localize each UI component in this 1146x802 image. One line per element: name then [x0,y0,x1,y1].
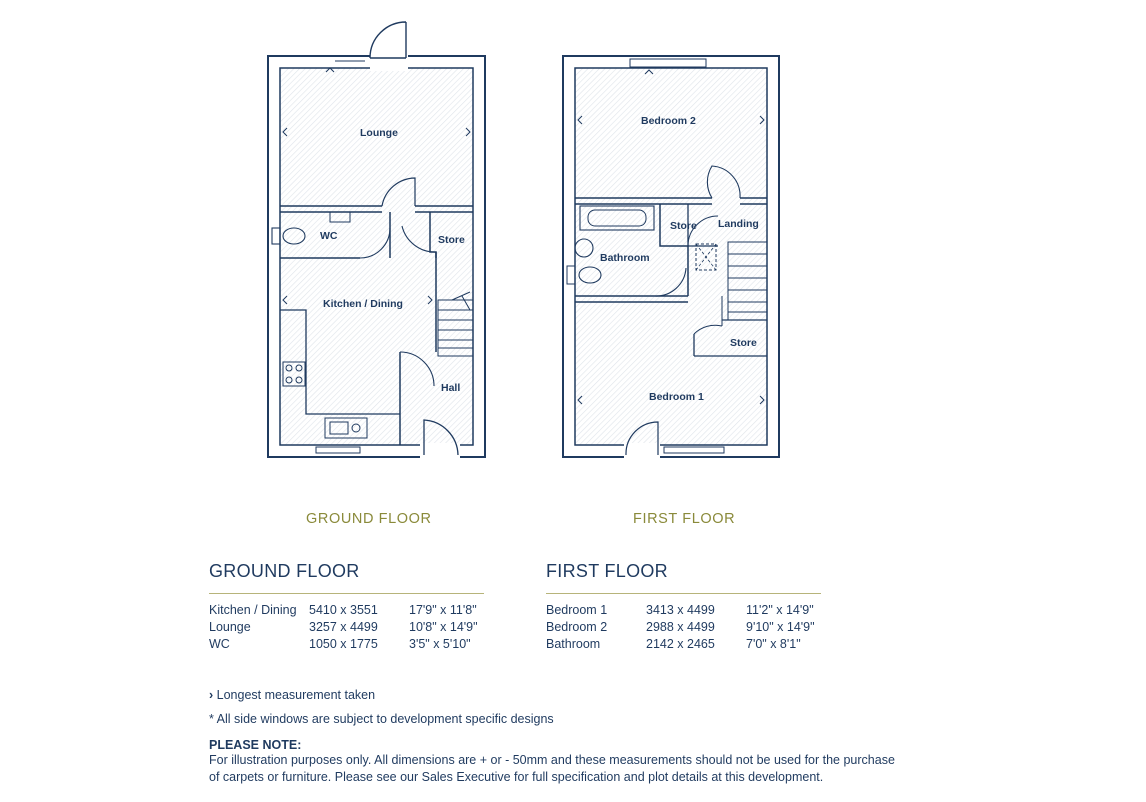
note-windows [209,712,554,726]
chevron-right-icon: › [209,688,214,702]
room-name: WC [209,637,230,651]
imperial-size: 11'2" x 14'9" [746,603,814,617]
label-lounge: Lounge [360,127,398,139]
room-name: Bedroom 1 [546,603,608,617]
note-windows-text: All side windows are subject to development specific designs [216,712,554,726]
first-floor-caption: FIRST FLOOR [633,511,736,527]
please-note-line-2: of carpets or furniture. Please see our Sales Executive for full specification and plot details at this development. [209,769,824,784]
imperial-size: 17'9" x 11'8" [409,603,477,617]
note-longest [209,688,375,702]
metric-size: 3413 x 4499 [646,603,715,617]
lounge-door-swing [370,22,406,58]
please-note [209,738,949,785]
imperial-size: 3'5" x 5'10" [409,637,471,651]
label-bedroom1: Bedroom 1 [649,391,704,403]
please-note-line-1: For illustration purposes only. All dimensions are + or - 50mm and these measurements should not be used for the purchase [209,753,895,767]
label-store-ground: Store [438,234,465,246]
label-store-lower: Store [730,337,757,349]
imperial-size: 7'0" x 8'1" [746,637,801,651]
label-wc: WC [320,230,338,242]
asterisk-marker: * [209,712,214,726]
label-kitchen: Kitchen / Dining [323,298,403,310]
ground-floor-caption: GROUND FLOOR [306,511,432,527]
metric-size: 2988 x 4499 [646,620,715,634]
ground-table-rule [209,593,484,594]
ground-table-title: GROUND FLOOR [209,561,360,581]
metric-size: 2142 x 2465 [646,637,715,651]
label-store-upper: Store [670,220,697,232]
room-name: Lounge [209,620,251,634]
please-note-title: PLEASE NOTE: [209,738,302,752]
metric-size: 5410 x 3551 [309,603,378,617]
label-landing: Landing [718,218,759,230]
room-name: Kitchen / Dining [209,603,297,617]
metric-size: 1050 x 1775 [309,637,378,651]
label-hall: Hall [441,382,461,394]
imperial-size: 9'10" x 14'9" [746,620,815,634]
label-bathroom: Bathroom [600,252,650,264]
metric-size: 3257 x 4499 [309,620,378,634]
room-name: Bedroom 2 [546,620,608,634]
note-longest-text: Longest measurement taken [216,688,376,702]
room-name: Bathroom [546,637,601,651]
first-table-rule [546,593,821,594]
imperial-size: 10'8" x 14'9" [409,620,478,634]
label-bedroom2: Bedroom 2 [641,115,696,127]
first-table-title: FIRST FLOOR [546,561,668,581]
